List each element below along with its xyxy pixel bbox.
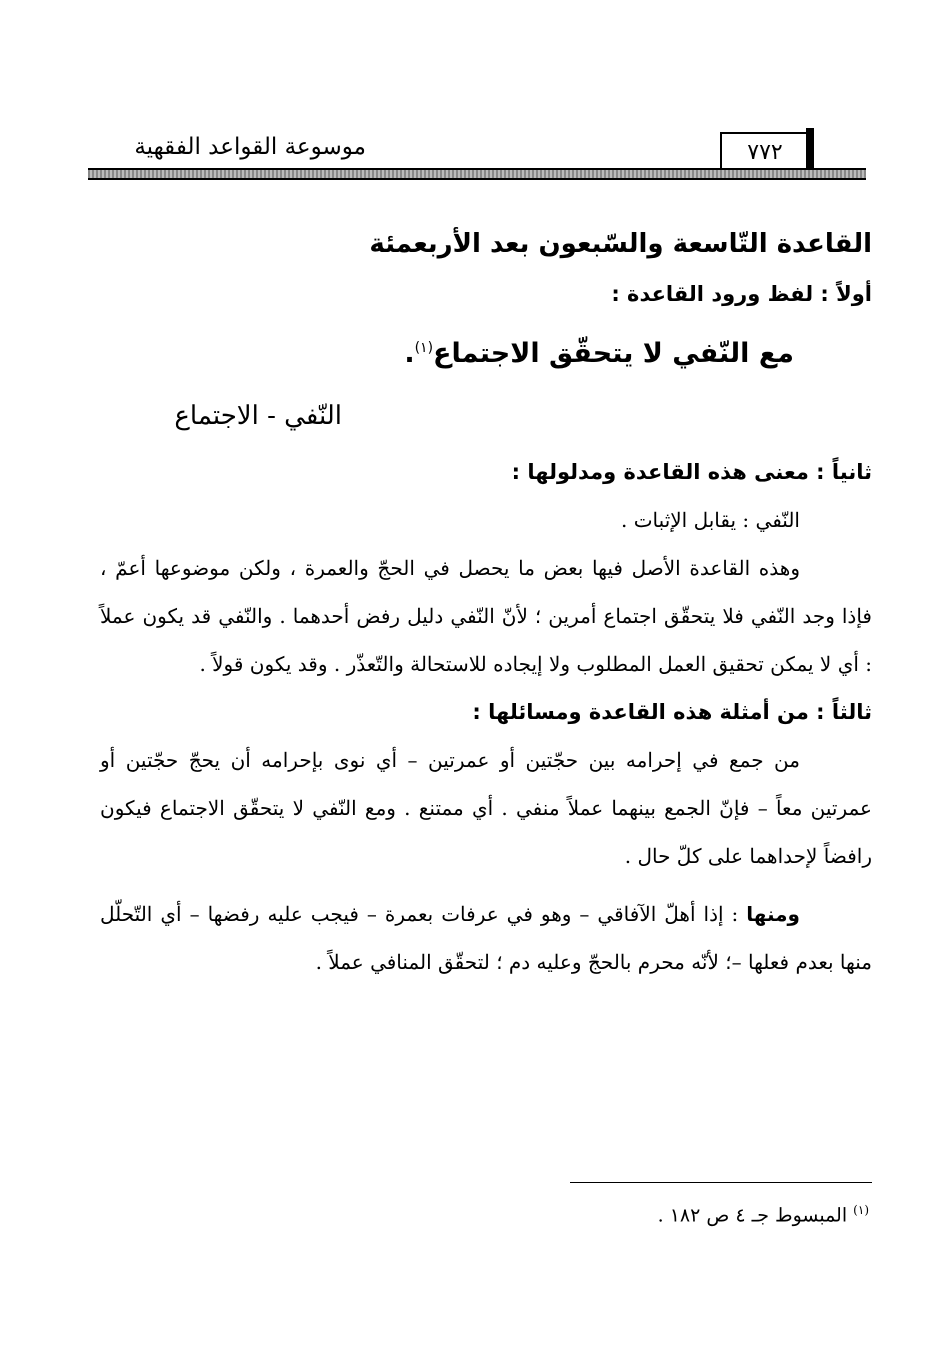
page-header [88,128,866,184]
section-heading-3: ثالثاً : من أمثلة هذه القاعدة ومسائلها : [472,700,872,724]
rule-statement [100,318,872,384]
page-body [100,218,872,986]
footnote [658,1203,869,1226]
paragraph [100,890,872,986]
keywords: النّفي - الاجتماع [174,401,342,431]
rule-statement-end: . [404,338,415,369]
paragraph-lead: ومنها [746,902,800,926]
paragraph: وهذه القاعدة الأصل فيها بعض ما يحصل في الحجّ والعمرة ، ولكن موضوعها أعمّ ، فإذا وجد النّفي فلا يتحقّق اجتماع أمرين ؛ لأنّ النّفي دليل رفض أحدهما . والنّفي قد يكون عملاً : أي لا يمكن تحقيق العمل المطلوب ولا إيجاده للاستحالة والتّعذّر . وقد يكون قولاً . [100,556,872,676]
header-rule [88,168,866,180]
page-number-bar [806,128,814,172]
section-heading-2: ثانياً : معنى هذه القاعدة ومدلولها : [511,460,872,484]
rule-statement-text: مع النّفي لا يتحقّق الاجتماع [433,338,794,369]
paragraph-text: : إذا أهلّ الآفاقي – وهو في عرفات بعمرة – فيجب عليه رفضها – أي التّحلّل منها بعدم فعلها –؛ لأنّه محرم بالحجّ وعليه دم ؛ لتحقّق المنافي عملاً . [100,902,872,974]
paragraph: النّفي : يقابل الإثبات . [621,508,800,532]
rule-title: القاعدة التّاسعة والسّبعون بعد الأربعمئة [369,229,872,259]
footnote-text: المبسوط جـ ٤ ص ١٨٢ . [657,1204,848,1227]
paragraph: من جمع في إحرامه بين حجّتين أو عمرتين – أي نوى بإحرامه أن يحجّ حجّتين أو عمرتين معاً – فإنّ الجمع بينهما عملاً منفي . أي ممتنع . ومع النّفي لا يتحقّق الاجتماع فيكون رافضاً لإحداهما على كلّ حال . [100,748,872,868]
footnote-reference[interactable]: (١) [414,340,434,356]
footnote-separator [570,1182,872,1183]
section-heading-1: أولاً : لفظ ورود القاعدة : [611,282,872,306]
footnote-marker: (١) [853,1203,869,1217]
page-number: ٧٧٢ [720,132,810,170]
book-title: موسوعة القواعد الفقهية [134,134,366,160]
